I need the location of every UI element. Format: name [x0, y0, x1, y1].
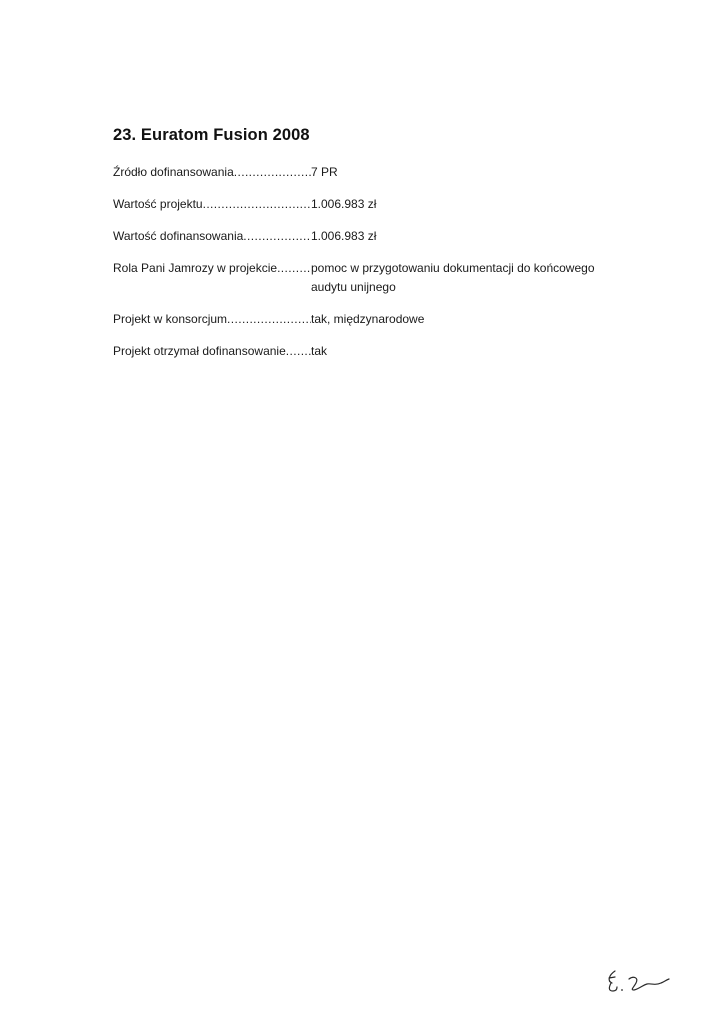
entry-label-container: [113, 342, 311, 361]
entry-value: 1.006.983 zł: [311, 229, 377, 243]
entry-label: Wartość projektu: [113, 197, 203, 211]
entry-consortium: [113, 310, 653, 329]
section-title: 23. Euratom Fusion 2008: [113, 126, 310, 144]
entry-label: Projekt otrzymał dofinansowanie: [113, 344, 286, 358]
entry-value: 7 PR: [311, 165, 338, 179]
handwritten-signature: [603, 965, 673, 995]
dot-leader: [227, 310, 311, 329]
entry-label-container: [113, 227, 311, 246]
dot-leader: [203, 195, 311, 214]
dot-leader: [234, 163, 311, 182]
entry-label: Źródło dofinansowania: [113, 165, 234, 179]
entry-project-value: [113, 195, 653, 214]
dot-leader: [277, 259, 311, 297]
entry-cofunding-value: [113, 227, 653, 246]
entry-label-container: [113, 163, 311, 182]
dot-leader: [243, 227, 311, 246]
entry-label: Rola Pani Jamrozy w projekcie: [113, 261, 278, 275]
project-details-list: [113, 163, 653, 374]
entry-funding-source: [113, 163, 653, 182]
entry-label: Projekt w konsorcjum: [113, 312, 228, 326]
entry-value: tak: [311, 344, 328, 358]
entry-value: pomoc w przygotowaniu dokumentacji do końcowego audytu unijnego: [311, 261, 595, 294]
entry-label-container: [113, 259, 311, 297]
dot-leader: [286, 342, 311, 361]
entry-funding-received: [113, 342, 653, 361]
entry-label-container: [113, 310, 311, 329]
entry-label: Wartość dofinansowania: [113, 229, 244, 243]
entry-value: 1.006.983 zł: [311, 197, 377, 211]
entry-value: tak, międzynarodowe: [311, 312, 425, 326]
entry-role: [113, 259, 653, 297]
entry-label-container: [113, 195, 311, 214]
